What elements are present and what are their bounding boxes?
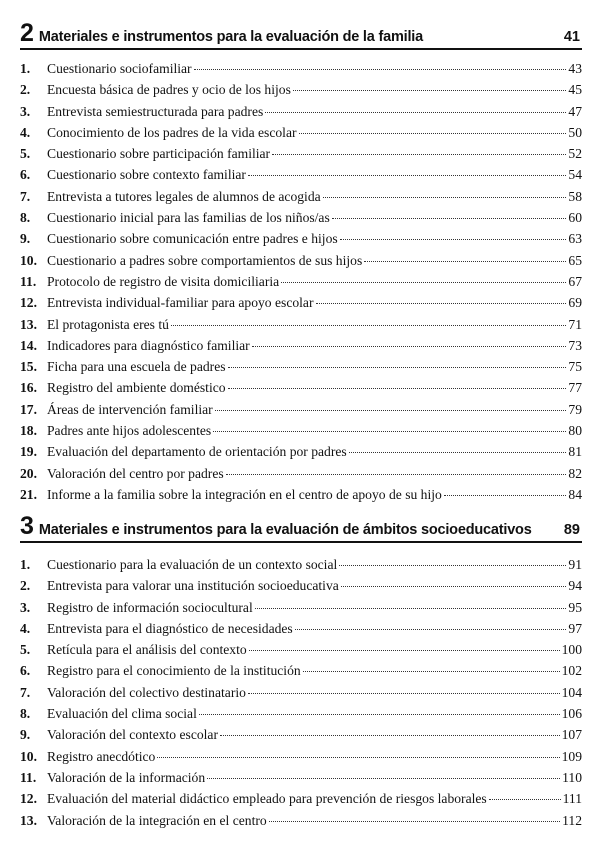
dot-leader	[171, 325, 566, 326]
dot-leader	[349, 452, 567, 453]
dot-leader	[220, 735, 560, 736]
entry-title: Evaluación del clima social	[47, 706, 197, 722]
entry-page-number: 63	[568, 231, 582, 247]
section-page-number: 41	[563, 29, 580, 45]
entry-page-number: 50	[568, 124, 582, 140]
entry-number: 13.	[20, 316, 37, 332]
entry-page-number: 75	[568, 359, 582, 375]
entry-page-number: 45	[568, 82, 582, 98]
toc-entry[interactable]	[20, 487, 582, 508]
toc-entry[interactable]	[20, 727, 582, 748]
section-number: 3	[20, 512, 34, 540]
toc-entry[interactable]	[20, 359, 582, 380]
entry-page-number: 65	[568, 252, 582, 268]
entry-number: 11.	[20, 769, 37, 785]
entry-number: 3.	[20, 103, 31, 119]
entry-page-number: 106	[561, 706, 582, 722]
entry-title: Registro anecdótico	[47, 748, 156, 764]
entry-title: Cuestionario para la evaluación de un contexto social	[47, 557, 338, 572]
toc-entry[interactable]	[20, 274, 582, 295]
entry-number: 21.	[20, 486, 37, 502]
dot-leader	[299, 133, 567, 134]
entry-title: Cuestionario a padres sobre comportamientos de sus hijos	[47, 252, 363, 268]
entry-page-number: 107	[561, 727, 582, 743]
entry-title: Entrevista a tutores legales de alumnos de acogida	[47, 188, 321, 204]
entry-number: 2.	[20, 578, 31, 594]
dot-leader	[295, 629, 567, 630]
entry-title: Cuestionario inicial para las familias de los niños/as	[47, 210, 330, 226]
entry-page-number: 54	[568, 167, 582, 183]
toc-section-3	[20, 513, 582, 834]
entry-page-number: 69	[568, 295, 582, 311]
entry-number: 11.	[20, 273, 37, 289]
entry-title: Entrevista para el diagnóstico de necesidades	[47, 620, 293, 636]
entry-page-number: 81	[568, 444, 582, 460]
section-header	[20, 513, 582, 543]
entry-title: Retícula para el análisis del contexto	[47, 642, 247, 658]
dot-leader	[248, 175, 566, 176]
entry-title: Registro de información sociocultural	[47, 599, 253, 615]
entry-title: Cuestionario sobre participación familiar	[47, 146, 271, 162]
entry-number: 10.	[20, 252, 37, 268]
entry-page-number: 77	[568, 380, 582, 396]
entry-page-number: 52	[568, 146, 582, 162]
dot-leader	[157, 757, 559, 758]
dot-leader	[444, 495, 567, 496]
dot-leader	[252, 346, 567, 347]
entry-title: Evaluación del departamento de orientación por padres	[47, 444, 347, 460]
dot-leader	[364, 261, 566, 262]
entry-page-number: 60	[568, 210, 582, 226]
entry-number: 18.	[20, 423, 37, 439]
toc-entry[interactable]	[20, 402, 582, 423]
entry-number: 2.	[20, 82, 31, 98]
entry-title: Ficha para una escuela de padres	[47, 359, 226, 375]
toc-section-2	[20, 20, 582, 508]
section-title: Materiales e instrumentos para la evaluación de la familia	[38, 29, 423, 45]
toc-entry[interactable]	[20, 167, 582, 188]
toc-entry-list	[20, 61, 582, 508]
entry-title: Padres ante hijos adolescentes	[47, 423, 212, 439]
entry-title: Valoración de la integración en el centro	[47, 812, 267, 828]
dot-leader	[248, 693, 560, 694]
entry-title: Valoración del centro por padres	[47, 465, 224, 481]
dot-leader	[332, 218, 567, 219]
entry-page-number: 73	[568, 337, 582, 353]
entry-title: Cuestionario sobre comunicación entre padres e hijos	[47, 231, 338, 247]
toc-entry[interactable]	[20, 770, 582, 791]
entry-number: 20.	[20, 465, 37, 481]
toc-entry[interactable]	[20, 813, 582, 834]
entry-title: Cuestionario sociofamiliar	[47, 61, 192, 76]
dot-leader	[194, 69, 567, 70]
entry-page-number: 109	[561, 748, 582, 764]
entry-number: 12.	[20, 791, 37, 807]
toc-entry[interactable]	[20, 706, 582, 727]
toc-entry[interactable]	[20, 791, 582, 812]
dot-leader	[226, 474, 567, 475]
entry-page-number: 47	[568, 103, 582, 119]
toc-entry[interactable]	[20, 317, 582, 338]
dot-leader	[265, 112, 566, 113]
dot-leader	[339, 565, 566, 566]
dot-leader	[272, 154, 566, 155]
toc-entry[interactable]	[20, 578, 582, 599]
entry-page-number: 91	[568, 557, 582, 572]
entry-page-number: 100	[561, 642, 582, 658]
dot-leader	[340, 239, 567, 240]
entry-number: 1.	[20, 557, 31, 572]
entry-number: 6.	[20, 663, 31, 679]
toc-entry[interactable]	[20, 338, 582, 359]
entry-page-number: 58	[568, 188, 582, 204]
entry-number: 7.	[20, 188, 31, 204]
entry-page-number: 67	[568, 273, 582, 289]
toc-entry[interactable]	[20, 146, 582, 167]
toc-entry[interactable]	[20, 749, 582, 770]
toc-entry[interactable]	[20, 295, 582, 316]
entry-page-number: 80	[568, 423, 582, 439]
entry-title: Valoración de la información	[47, 769, 206, 785]
entry-title: Protocolo de registro de visita domiciliaria	[47, 273, 280, 289]
entry-page-number: 84	[568, 486, 582, 502]
entry-page-number: 95	[568, 599, 582, 615]
dot-leader	[215, 410, 567, 411]
toc-entry[interactable]	[20, 557, 582, 578]
entry-title: Valoración del colectivo destinatario	[47, 684, 246, 700]
entry-title: Áreas de intervención familiar	[47, 401, 213, 417]
entry-page-number: 104	[561, 684, 582, 700]
dot-leader	[255, 608, 567, 609]
toc-entry[interactable]	[20, 642, 582, 663]
toc-entry[interactable]	[20, 466, 582, 487]
toc-entry[interactable]	[20, 189, 582, 210]
entry-title: Valoración del contexto escolar	[47, 727, 218, 743]
dot-leader	[207, 778, 560, 779]
entry-number: 5.	[20, 146, 31, 162]
toc-entry[interactable]	[20, 685, 582, 706]
entry-number: 3.	[20, 599, 31, 615]
entry-page-number: 102	[561, 663, 582, 679]
entry-page-number: 112	[562, 812, 582, 828]
entry-page-number: 111	[562, 791, 582, 807]
dot-leader	[293, 90, 567, 91]
entry-number: 8.	[20, 706, 31, 722]
toc-entry[interactable]	[20, 621, 582, 642]
dot-leader	[341, 586, 567, 587]
entry-number: 6.	[20, 167, 31, 183]
toc-entry[interactable]	[20, 380, 582, 401]
entry-title: Indicadores para diagnóstico familiar	[47, 337, 250, 353]
entry-number: 9.	[20, 727, 31, 743]
entry-title: Informe a la familia sobre la integración en el centro de apoyo de su hijo	[47, 486, 442, 502]
section-header	[20, 20, 582, 50]
entry-number: 4.	[20, 124, 31, 140]
dot-leader	[281, 282, 566, 283]
entry-title: Evaluación del material didáctico empleado para prevención de riesgos laborales	[47, 791, 487, 807]
entry-number: 5.	[20, 642, 31, 658]
entry-page-number: 71	[568, 316, 582, 332]
entry-number: 1.	[20, 61, 31, 76]
toc-entry[interactable]	[20, 253, 582, 274]
entry-number: 15.	[20, 359, 37, 375]
entry-number: 4.	[20, 620, 31, 636]
entry-title: Encuesta básica de padres y ocio de los hijos	[47, 82, 291, 98]
toc-entry[interactable]	[20, 104, 582, 125]
entry-page-number: 94	[568, 578, 582, 594]
dot-leader	[228, 367, 567, 368]
dot-leader	[323, 197, 567, 198]
entry-title: Cuestionario sobre contexto familiar	[47, 167, 246, 183]
toc-entry[interactable]	[20, 210, 582, 231]
section-page-number: 89	[563, 522, 580, 538]
entry-number: 8.	[20, 210, 31, 226]
entry-number: 13.	[20, 812, 37, 828]
toc-entry-list	[20, 557, 582, 834]
toc-entry[interactable]	[20, 125, 582, 146]
entry-title: Entrevista para valorar una institución socioeducativa	[47, 578, 339, 594]
entry-title: Registro para el conocimiento de la institución	[47, 663, 301, 679]
entry-number: 10.	[20, 748, 37, 764]
entry-number: 9.	[20, 231, 31, 247]
toc-entry[interactable]	[20, 231, 582, 252]
toc-entry[interactable]	[20, 82, 582, 103]
dot-leader	[489, 799, 561, 800]
dot-leader	[269, 821, 560, 822]
entry-number: 16.	[20, 380, 37, 396]
entry-page-number: 79	[568, 401, 582, 417]
entry-number: 14.	[20, 337, 37, 353]
entry-number: 17.	[20, 401, 37, 417]
dot-leader	[303, 671, 560, 672]
dot-leader	[213, 431, 566, 432]
entry-number: 19.	[20, 444, 37, 460]
dot-leader	[228, 388, 567, 389]
toc-entry[interactable]	[20, 663, 582, 684]
entry-title: Entrevista individual-familiar para apoyo escolar	[47, 295, 314, 311]
toc-entry[interactable]	[20, 61, 582, 82]
toc-entry[interactable]	[20, 600, 582, 621]
entry-page-number: 97	[568, 620, 582, 636]
dot-leader	[199, 714, 560, 715]
entry-number: 12.	[20, 295, 37, 311]
entry-title: El protagonista eres tú	[47, 316, 169, 332]
dot-leader	[316, 303, 567, 304]
entry-title: Conocimiento de los padres de la vida escolar	[47, 124, 297, 140]
entry-page-number: 110	[562, 769, 582, 785]
entry-page-number: 82	[568, 465, 582, 481]
dot-leader	[249, 650, 560, 651]
section-title: Materiales e instrumentos para la evaluación de ámbitos socioeducativos	[38, 522, 532, 538]
entry-title: Registro del ambiente doméstico	[47, 380, 226, 396]
toc-entry[interactable]	[20, 444, 582, 465]
entry-page-number: 43	[568, 61, 582, 76]
entry-number: 7.	[20, 684, 31, 700]
entry-title: Entrevista semiestructurada para padres	[47, 103, 264, 119]
section-number: 2	[20, 19, 34, 47]
toc-entry[interactable]	[20, 423, 582, 444]
